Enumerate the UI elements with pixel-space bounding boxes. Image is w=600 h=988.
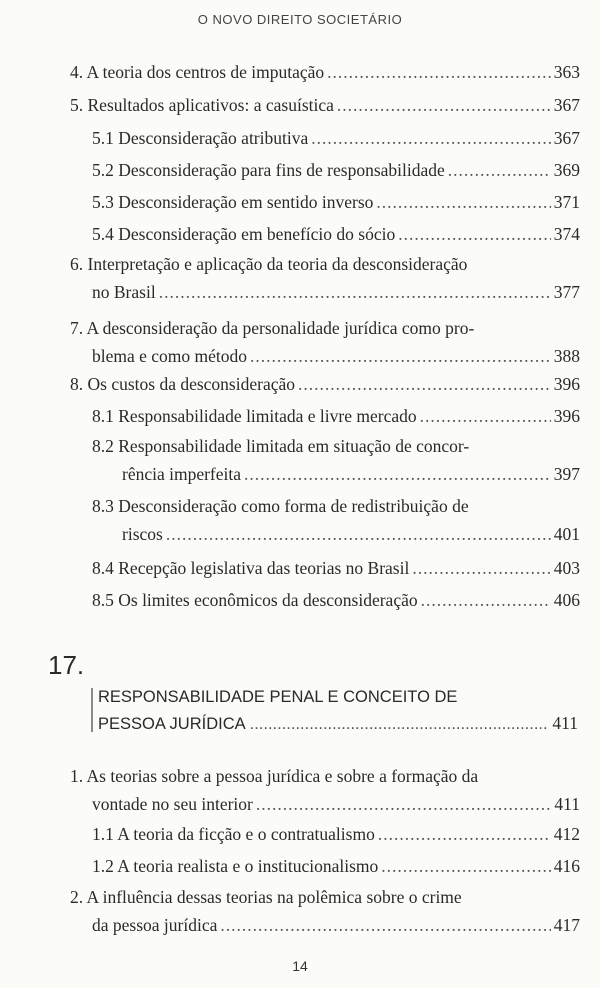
toc-entry-title: 8. Os custos da desconsideração <box>70 374 296 394</box>
dot-leader <box>250 711 549 737</box>
toc-entry-title: 5.4 Desconsideração em benefício do sócio <box>92 224 396 244</box>
dot-leader <box>381 852 550 880</box>
toc-entry-title: 8.3 Desconsideração como forma de redistribuição de <box>92 496 469 516</box>
chapter-title[interactable] <box>98 684 578 737</box>
chapter-number: 17. <box>48 650 85 680</box>
toc-entry-title: 5.2 Desconsideração para fins de responsabilidade <box>92 160 445 180</box>
toc-entry-7[interactable] <box>70 314 580 370</box>
toc-entry-8[interactable] <box>70 370 580 398</box>
toc-entry-page: 417 <box>553 915 580 935</box>
toc-entry-page: 416 <box>553 856 580 876</box>
toc-entry-page: 367 <box>553 95 580 115</box>
toc-entry-page: 403 <box>553 558 580 578</box>
toc-entry-title-cont: no Brasil <box>92 282 156 302</box>
toc-entry-8-5[interactable] <box>92 586 580 614</box>
dot-leader <box>327 58 551 86</box>
running-header: O NOVO DIREITO SOCIETÁRIO <box>197 12 403 27</box>
toc-entry-page: 411 <box>554 794 580 814</box>
toc-entry-6[interactable] <box>70 250 580 306</box>
toc-entry-page: 388 <box>553 346 580 366</box>
toc-entry-page: 412 <box>553 824 580 844</box>
toc-entry-title-cont: riscos <box>122 524 163 544</box>
chapter-title-line1: RESPONSABILIDADE PENAL E CONCEITO DE <box>98 688 458 706</box>
toc-entry-5-1[interactable] <box>92 124 580 152</box>
toc-entry-5-2[interactable] <box>92 156 580 184</box>
toc-entry-title-cont: vontade no seu interior <box>92 794 253 814</box>
toc-entry-8-2[interactable] <box>92 432 580 488</box>
toc-entry-5-4[interactable] <box>92 220 580 248</box>
chapter-divider <box>91 688 93 732</box>
dot-leader <box>311 124 551 152</box>
toc-entry-title: 5.3 Desconsideração em sentido inverso <box>92 192 374 212</box>
toc-entry-c1[interactable] <box>70 762 580 818</box>
toc-entry-title: 8.1 Responsabilidade limitada e livre mercado <box>92 406 417 426</box>
toc-entry-page: 396 <box>553 374 580 394</box>
dot-leader <box>337 91 551 119</box>
dot-leader <box>398 220 551 248</box>
dot-leader <box>420 402 551 430</box>
toc-entry-page: 396 <box>553 406 580 426</box>
toc-entry-title: 8.5 Os limites econômicos da desconsideração <box>92 590 418 610</box>
toc-entry-title: 1. As teorias sobre a pessoa jurídica e sobre a formação da <box>70 766 479 786</box>
page-number: 14 <box>292 958 308 974</box>
toc-entry-title: 5. Resultados aplicativos: a casuística <box>70 95 334 115</box>
toc-entry-title: 8.4 Recepção legislativa das teorias no Brasil <box>92 558 410 578</box>
toc-entry-page: 377 <box>553 282 580 302</box>
dot-leader <box>378 820 551 848</box>
toc-entry-5[interactable] <box>70 91 580 119</box>
toc-entry-title-cont: rência imperfeita <box>122 464 242 484</box>
toc-entry-5-3[interactable] <box>92 188 580 216</box>
toc-entry-title-cont: da pessoa jurídica <box>92 915 218 935</box>
toc-entry-page: 401 <box>553 524 580 544</box>
dot-leader <box>220 911 550 939</box>
dot-leader <box>244 460 551 488</box>
dot-leader <box>376 188 550 216</box>
toc-entry-c1-2[interactable] <box>92 852 580 880</box>
toc-entry-title: 4. A teoria dos centros de imputação <box>70 62 325 82</box>
dot-leader <box>159 278 551 306</box>
toc-entry-title: 2. A influência dessas teorias na polêmica sobre o crime <box>70 887 462 907</box>
toc-entry-page: 367 <box>553 128 580 148</box>
toc-entry-page: 406 <box>553 590 580 610</box>
chapter-page: 411 <box>552 713 578 733</box>
dot-leader <box>250 342 551 370</box>
dot-leader <box>166 520 551 548</box>
toc-entry-page: 397 <box>553 464 580 484</box>
chapter-title-line2: PESSOA JURÍDICA <box>98 715 246 733</box>
toc-entry-page: 363 <box>553 62 580 82</box>
toc-entry-title: 6. Interpretação e aplicação da teoria da desconsideração <box>70 254 468 274</box>
dot-leader <box>412 554 550 582</box>
toc-entry-c2[interactable] <box>70 883 580 939</box>
toc-entry-4[interactable] <box>70 58 580 86</box>
toc-entry-8-1[interactable] <box>92 402 580 430</box>
toc-entry-page: 369 <box>553 160 580 180</box>
toc-entry-title: 1.1 A teoria da ficção e o contratualismo <box>92 824 375 844</box>
toc-entry-8-3[interactable] <box>92 492 580 548</box>
toc-entry-c1-1[interactable] <box>92 820 580 848</box>
dot-leader <box>256 790 552 818</box>
dot-leader <box>448 156 551 184</box>
toc-entry-title: 5.1 Desconsideração atributiva <box>92 128 309 148</box>
toc-entry-page: 371 <box>553 192 580 212</box>
toc-entry-title: 8.2 Responsabilidade limitada em situação de concor- <box>92 436 470 456</box>
dot-leader <box>298 370 551 398</box>
toc-entry-page: 374 <box>553 224 580 244</box>
toc-entry-title-cont: blema e como método <box>92 346 248 366</box>
toc-entry-title: 1.2 A teoria realista e o institucionalismo <box>92 856 379 876</box>
toc-entry-8-4[interactable] <box>92 554 580 582</box>
toc-entry-title: 7. A desconsideração da personalidade jurídica como pro- <box>70 318 475 338</box>
dot-leader <box>421 586 551 614</box>
